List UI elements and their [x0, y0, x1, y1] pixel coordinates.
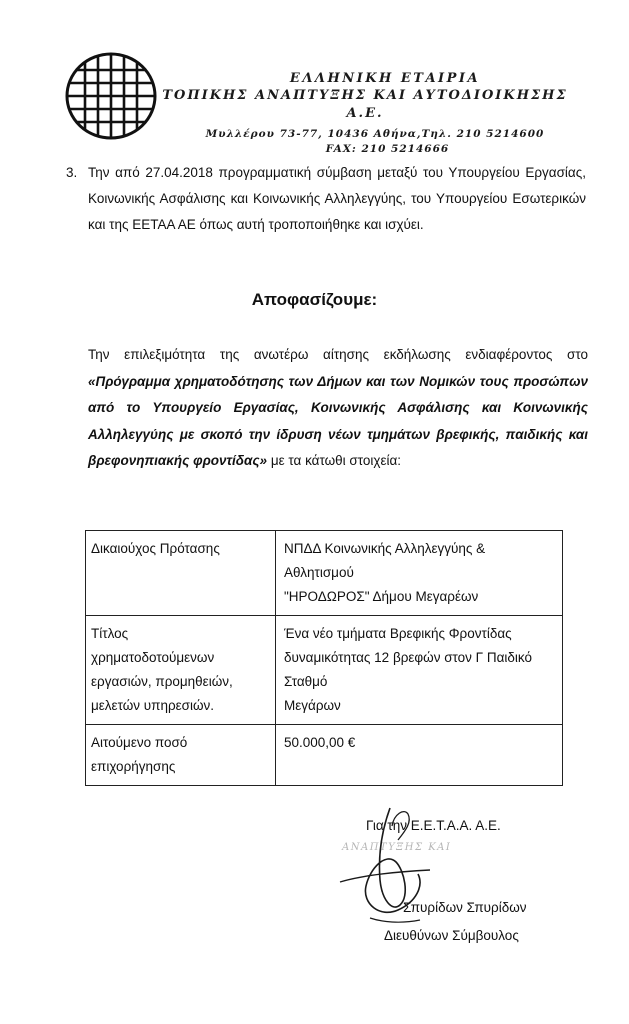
- details-table: [85, 530, 563, 786]
- row-label-line: Αιτούμενο ποσό: [91, 735, 188, 750]
- globe-grid-logo-icon: [62, 48, 160, 144]
- row-value: [276, 616, 563, 725]
- org-name-line2: ΤΟΠΙΚΗΣ ΑΝΑΠΤΥΞΗΣ ΚΑΙ ΑΥΤΟΔΙΟΙΚΗΣΗΣ Α.Ε.: [162, 88, 568, 121]
- row-value-line: δυναμικότητας 12 βρεφών στον Γ Παιδικό Σταθμό: [284, 650, 533, 689]
- decision-heading: Αποφασίζουμε:: [251, 290, 378, 309]
- row-value-line: "ΗΡΟΔΩΡΟΣ" Δήμου Μεγαρέων: [284, 589, 479, 604]
- letterhead: [150, 70, 580, 156]
- table-row: [86, 616, 563, 725]
- row-value: [276, 725, 563, 786]
- row-label-line: επιχορήγησης: [91, 759, 176, 774]
- faded-stamp: ΑΝΑΠΤΥΞΗΣ ΚΑΙ: [342, 842, 452, 853]
- signatory-role: Διευθύνων Σύμβουλος: [384, 928, 519, 943]
- org-address: Μυλλέρου 73-77, 10436 Αθήνα,Τηλ. 210 5214600: [205, 128, 545, 140]
- row-label-line: Δικαιούχος Πρότασης: [91, 541, 220, 556]
- programme-title: «Πρόγραμμα χρηματοδότησης των Δήμων και των Νομικών τους προσώπων από το Υπουργείο Εργασίας, Κοινωνικής Ασφάλισης και Κοινωνικής Αλληλεγγύης με σκοπό την ίδρυση νέων τμημάτων βρεφικής, παιδικής και βρεφονηπιακής φροντίδας»: [88, 373, 588, 468]
- decision-outro: με τα κάτωθι στοιχεία:: [270, 453, 402, 468]
- row-value: [276, 531, 563, 616]
- row-label: [86, 616, 276, 725]
- signatory-name: Σπυρίδων Σπυρίδων: [403, 900, 527, 915]
- decision-paragraph: [88, 342, 588, 475]
- row-label-line: μελετών υπηρεσιών.: [91, 698, 215, 713]
- row-label-line: Τίτλος: [91, 626, 129, 641]
- row-label-line: εργασιών, προμηθειών,: [91, 674, 233, 689]
- item-number: 3.: [66, 165, 78, 180]
- table-row: [86, 725, 563, 786]
- org-name-line1: ΕΛΛΗΝΙΚΗ ΕΤΑΙΡΙΑ: [289, 71, 481, 86]
- row-label: [86, 725, 276, 786]
- row-label: [86, 531, 276, 616]
- item-text: Την από 27.04.2018 προγραμματική σύμβαση μεταξύ του Υπουργείου Εργασίας, Κοινωνικής Ασφάλισης και Κοινωνικής Αλληλεγγύης, του Υπουργείου Εσωτερικών και της ΕΕΤΑΑ ΑΕ όπως αυτή τροποποιήθηκε και ισχύει.: [88, 165, 586, 232]
- numbered-item: [66, 160, 586, 238]
- decision-intro: Την επιλεξιμότητα της ανωτέρω αίτησης εκδήλωσης ενδιαφέροντος στο: [88, 347, 588, 362]
- table-row: [86, 531, 563, 616]
- signature-for: Για την Ε.Ε.Τ.Α.Α. Α.Ε.: [366, 818, 501, 833]
- row-value-line: Μεγάρων: [284, 698, 341, 713]
- org-fax: FAX: 210 5214666: [325, 143, 450, 155]
- row-value-line: 50.000,00 €: [284, 735, 356, 750]
- row-label-line: χρηματοδοτούμενων: [91, 650, 215, 665]
- row-value-line: ΝΠΔΔ Κοινωνικής Αλληλεγγύης & Αθλητισμού: [284, 541, 486, 580]
- row-value-line: Ένα νέο τμήματα Βρεφικής Φροντίδας: [284, 626, 512, 641]
